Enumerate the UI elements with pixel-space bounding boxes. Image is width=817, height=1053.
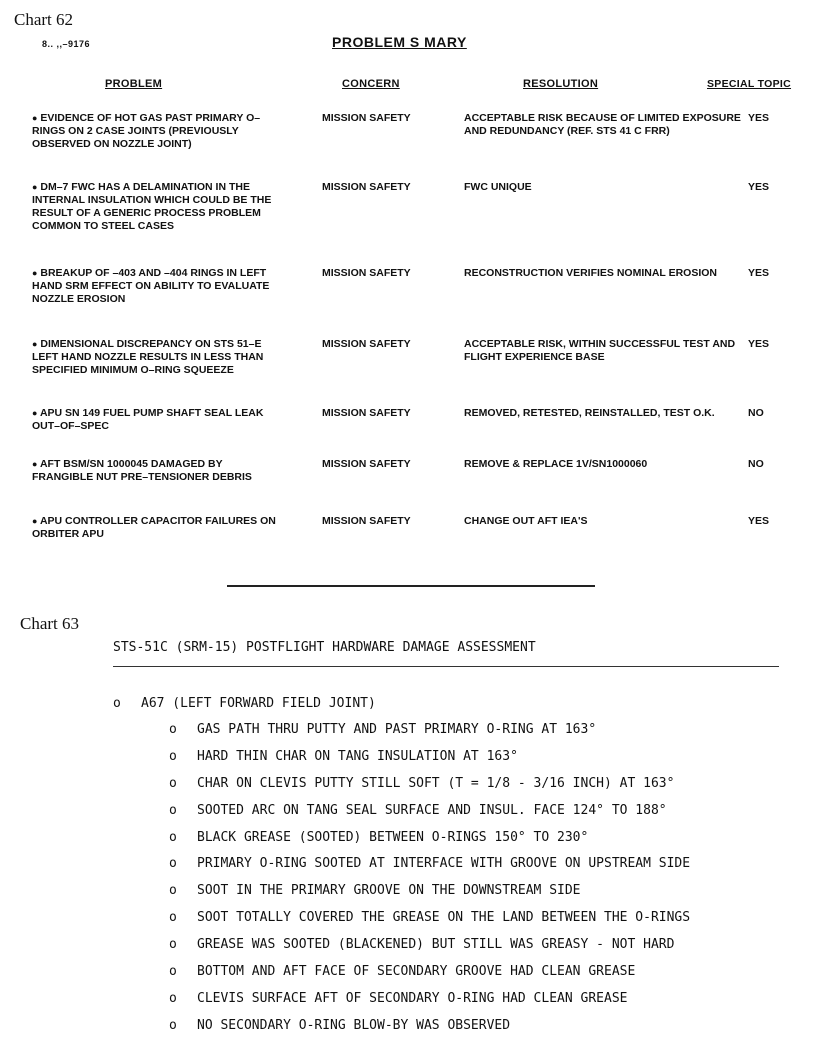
problem-cell — [32, 338, 282, 377]
problem-cell — [32, 267, 282, 306]
problem-cell — [32, 407, 282, 433]
bullet-marker: o — [169, 910, 177, 925]
list-item — [169, 776, 674, 792]
bullet-marker: o — [169, 937, 177, 952]
problem-text: DM–7 FWC HAS A DELAMINATION IN THE INTERNAL INSULATION WHICH COULD BE THE RESULT OF A GENERIC PROCESS PROBLEM COMMON TO STEEL CASES — [32, 181, 272, 232]
list-item-text: GREASE WAS SOOTED (BLACKENED) BUT STILL WAS GREASY - NOT HARD — [197, 937, 675, 952]
concern-cell: MISSION SAFETY — [322, 112, 411, 124]
column-header-resolution: RESOLUTION — [523, 78, 599, 90]
resolution-cell: RECONSTRUCTION VERIFIES NOMINAL EROSION — [464, 267, 717, 279]
list-item — [169, 803, 667, 819]
bullet-icon: ● — [32, 113, 38, 123]
chart-62-label: Chart 62 — [14, 10, 74, 29]
bullet-marker: o — [169, 964, 177, 979]
list-item — [169, 883, 581, 899]
special-topic-cell: YES — [748, 338, 770, 350]
bullet-marker: o — [169, 803, 177, 818]
list-item — [169, 856, 690, 872]
damage-assessment-title: STS-51C (SRM-15) POSTFLIGHT HARDWARE DAMAGE ASSESSMENT — [113, 640, 536, 655]
problem-text: APU CONTROLLER CAPACITOR FAILURES ON ORBITER APU — [32, 515, 276, 540]
problem-summary-title: PROBLEM S MARY — [332, 34, 467, 50]
problem-text: AFT BSM/SN 1000045 DAMAGED BY FRANGIBLE NUT PRE–TENSIONER DEBRIS — [32, 458, 252, 483]
bullet-icon: ● — [32, 182, 38, 192]
problem-text: APU SN 149 FUEL PUMP SHAFT SEAL LEAK OUT–OF–SPEC — [32, 407, 264, 432]
bullet-marker: o — [169, 991, 177, 1006]
special-topic-cell: YES — [748, 112, 770, 124]
problem-text: EVIDENCE OF HOT GAS PAST PRIMARY O–RINGS ON 2 CASE JOINTS (PREVIOUSLY OBSERVED ON NOZZLE JOINT) — [32, 112, 261, 150]
bullet-marker: o — [113, 696, 121, 711]
column-header-special-topic: SPECIAL TOPIC — [707, 78, 792, 90]
list-item — [169, 964, 635, 980]
concern-cell: MISSION SAFETY — [322, 338, 411, 350]
column-header-concern: CONCERN — [342, 78, 400, 90]
concern-cell: MISSION SAFETY — [322, 181, 411, 193]
resolution-cell: FWC UNIQUE — [464, 181, 532, 193]
problem-text: DIMENSIONAL DISCREPANCY ON STS 51–E LEFT HAND NOZZLE RESULTS IN LESS THAN SPECIFIED MINIMUM O–RING SQUEEZE — [32, 338, 264, 376]
bullet-marker: o — [169, 830, 177, 845]
concern-cell: MISSION SAFETY — [322, 267, 411, 279]
special-topic-cell: NO — [748, 458, 764, 470]
list-item-text: SOOT TOTALLY COVERED THE GREASE ON THE LAND BETWEEN THE O-RINGS — [197, 910, 691, 925]
list-item — [169, 749, 518, 765]
main-item-text: A67 (LEFT FORWARD FIELD JOINT) — [141, 696, 376, 711]
resolution-cell: ACCEPTABLE RISK, WITHIN SUCCESSFUL TEST AND FLIGHT EXPERIENCE BASE — [464, 338, 736, 363]
special-topic-cell: YES — [748, 267, 770, 279]
list-item — [169, 910, 690, 926]
list-item-text: SOOTED ARC ON TANG SEAL SURFACE AND INSUL. FACE 124° TO 188° — [197, 803, 667, 818]
list-item-text: PRIMARY O-RING SOOTED AT INTERFACE WITH GROOVE ON UPSTREAM SIDE — [197, 856, 691, 871]
resolution-cell: CHANGE OUT AFT IEA'S — [464, 515, 588, 527]
main-list-item — [113, 696, 376, 712]
column-header-problem: PROBLEM — [105, 78, 163, 90]
concern-cell: MISSION SAFETY — [322, 407, 411, 419]
resolution-cell: REMOVE & REPLACE 1V/SN1000060 — [464, 458, 648, 470]
list-item-text: HARD THIN CHAR ON TANG INSULATION AT 163° — [197, 749, 518, 764]
problem-text: BREAKUP OF –403 AND –404 RINGS IN LEFT HAND SRM EFFECT ON ABILITY TO EVALUATE NOZZLE EROSION — [32, 267, 270, 305]
bullet-icon: ● — [32, 459, 38, 469]
problem-cell — [32, 458, 282, 484]
bullet-marker: o — [169, 776, 177, 791]
bullet-marker: o — [169, 749, 177, 764]
section-divider — [227, 585, 595, 587]
list-item-text: NO SECONDARY O-RING BLOW-BY WAS OBSERVED — [197, 1018, 511, 1033]
document-number: 8.. ,,–9176 — [42, 39, 91, 49]
problem-cell — [32, 181, 282, 233]
resolution-cell: ACCEPTABLE RISK BECAUSE OF LIMITED EXPOSURE AND REDUNDANCY (REF. STS 41 C FRR) — [464, 112, 741, 137]
problem-cell — [32, 112, 282, 151]
bullet-icon: ● — [32, 268, 38, 278]
bullet-marker: o — [169, 883, 177, 898]
list-item-text: SOOT IN THE PRIMARY GROOVE ON THE DOWNSTREAM SIDE — [197, 883, 581, 898]
bullet-icon: ● — [32, 516, 38, 526]
list-item-text: CHAR ON CLEVIS PUTTY STILL SOFT (T = 1/8 - 3/16 INCH) AT 163° — [197, 776, 675, 791]
resolution-cell: REMOVED, RETESTED, REINSTALLED, TEST O.K. — [464, 407, 715, 419]
special-topic-cell: YES — [748, 515, 770, 527]
list-item-text: CLEVIS SURFACE AFT OF SECONDARY O-RING HAD CLEAN GREASE — [197, 991, 628, 1006]
special-topic-cell: YES — [748, 181, 770, 193]
bullet-marker: o — [169, 1018, 177, 1033]
list-item — [169, 991, 627, 1007]
list-item-text: BLACK GREASE (SOOTED) BETWEEN O-RINGS 150° TO 230° — [197, 830, 589, 845]
list-item — [169, 722, 596, 738]
list-item — [169, 1018, 510, 1034]
list-item-text: GAS PATH THRU PUTTY AND PAST PRIMARY O-RING AT 163° — [197, 722, 597, 737]
concern-cell: MISSION SAFETY — [322, 458, 411, 470]
bullet-marker: o — [169, 856, 177, 871]
list-item — [169, 937, 674, 953]
title-underline — [113, 666, 779, 667]
concern-cell: MISSION SAFETY — [322, 515, 411, 527]
bullet-icon: ● — [32, 408, 38, 418]
chart-63-label: Chart 63 — [20, 614, 80, 633]
special-topic-cell: NO — [748, 407, 764, 419]
problem-cell — [32, 515, 282, 541]
bullet-icon: ● — [32, 339, 38, 349]
list-item-text: BOTTOM AND AFT FACE OF SECONDARY GROOVE HAD CLEAN GREASE — [197, 964, 636, 979]
bullet-marker: o — [169, 722, 177, 737]
list-item — [169, 830, 588, 846]
